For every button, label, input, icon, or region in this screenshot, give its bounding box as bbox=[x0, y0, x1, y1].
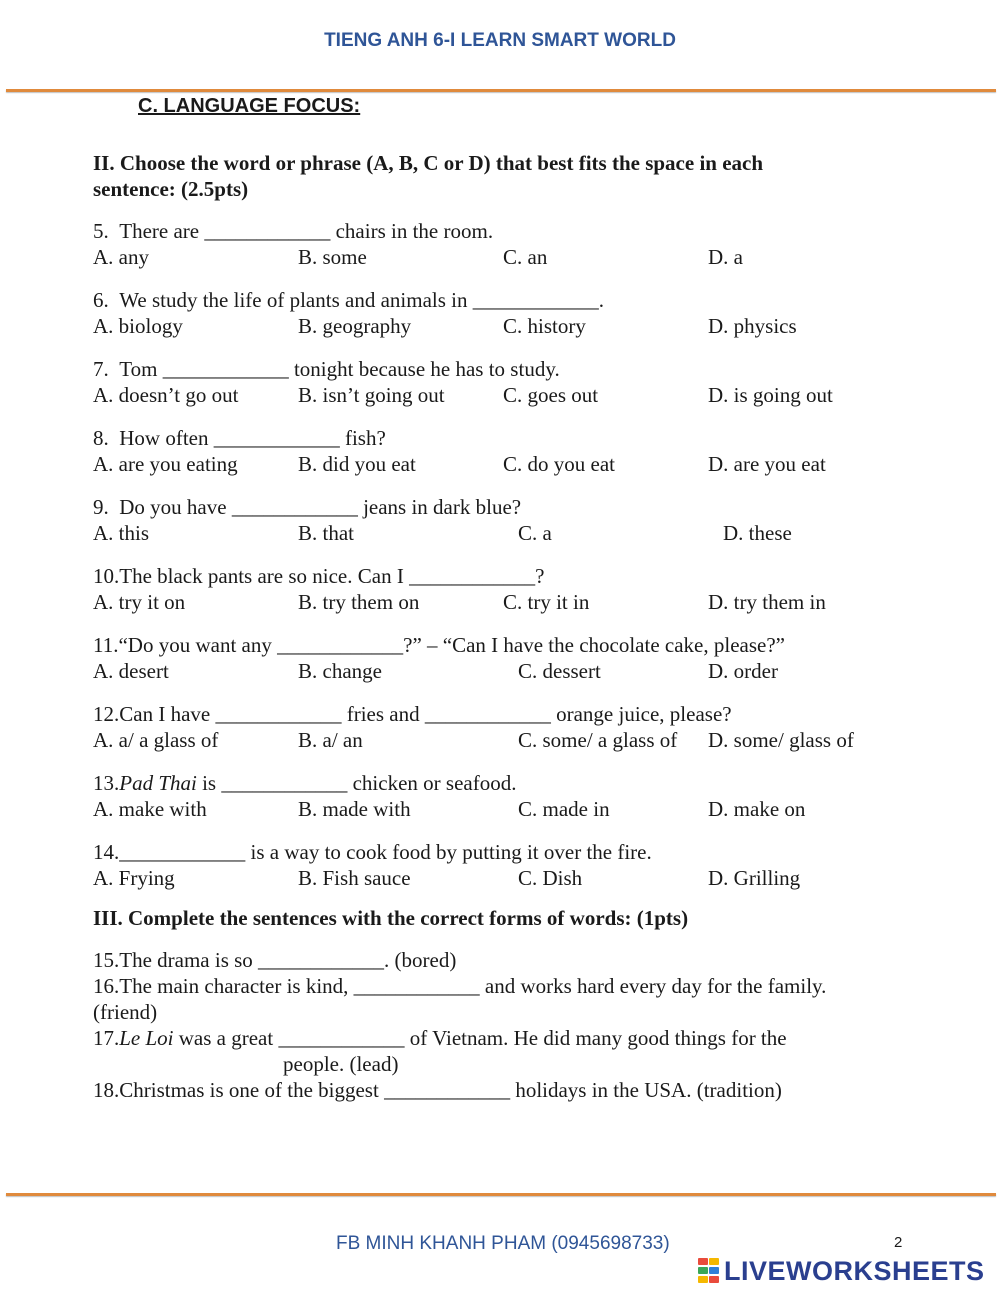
footer-credit: FB MINH KHANH PHAM (0945698733) bbox=[336, 1233, 670, 1254]
question-stem: 9. Do you have ____________ jeans in dark blue? bbox=[93, 495, 522, 519]
option-a[interactable]: A. Frying bbox=[93, 866, 175, 890]
answer-options bbox=[93, 727, 913, 753]
question-stem: 5. There are ____________ chairs in the room. bbox=[93, 219, 494, 243]
question-number: 6. bbox=[93, 288, 109, 312]
question-12 bbox=[93, 701, 913, 753]
question-5 bbox=[93, 218, 913, 270]
option-b[interactable]: B. did you eat bbox=[298, 452, 416, 476]
option-c[interactable]: C. dessert bbox=[518, 659, 601, 683]
option-a[interactable]: A. desert bbox=[93, 659, 169, 683]
worksheet-content bbox=[93, 150, 913, 1103]
answer-blank[interactable]: ____________ bbox=[353, 974, 480, 998]
question-14 bbox=[93, 839, 913, 891]
option-b[interactable]: B. change bbox=[298, 659, 382, 683]
question-11 bbox=[93, 632, 913, 684]
option-c[interactable]: C. made in bbox=[518, 797, 610, 821]
footer-rule bbox=[6, 1193, 996, 1196]
answer-blank[interactable]: ____________ bbox=[162, 357, 289, 381]
liveworksheets-blocks-icon bbox=[698, 1258, 720, 1284]
question-number: 11. bbox=[93, 633, 119, 657]
answer-options bbox=[93, 658, 913, 684]
answer-blank[interactable]: ____________ bbox=[278, 1026, 405, 1050]
answer-options bbox=[93, 313, 913, 339]
option-b[interactable]: B. geography bbox=[298, 314, 412, 338]
question-stem: 13.Pad Thai is ____________ chicken or seafood. bbox=[93, 771, 517, 795]
answer-blank[interactable]: ____________ bbox=[424, 702, 551, 726]
question-18: 18.Christmas is one of the biggest ____________ holidays in the USA. (tradition) bbox=[93, 1078, 782, 1102]
question-16: 16.The main character is kind, ____________ and works hard every day for the family. bbox=[93, 974, 827, 998]
question-stem: 8. How often ____________ fish? bbox=[93, 426, 386, 450]
question-stem: 12.Can I have ____________ fries and ____________ orange juice, please? bbox=[93, 702, 732, 726]
option-d[interactable]: D. physics bbox=[708, 314, 797, 338]
option-c[interactable]: C. history bbox=[503, 314, 586, 338]
answer-options bbox=[93, 451, 913, 477]
question-8 bbox=[93, 425, 913, 477]
part2-heading: II. Choose the word or phrase (A, B, C or D) that best fits the space in each sentence: (2.5pts) bbox=[93, 151, 764, 201]
option-a[interactable]: A. doesn’t go out bbox=[93, 383, 239, 407]
option-a[interactable]: A. try it on bbox=[93, 590, 186, 614]
option-d[interactable]: D. these bbox=[723, 521, 792, 545]
option-b[interactable]: B. some bbox=[298, 245, 367, 269]
option-b[interactable]: B. that bbox=[298, 521, 354, 545]
question-15: 15.The drama is so ____________. (bored) bbox=[93, 948, 457, 972]
answer-options bbox=[93, 796, 913, 822]
option-d[interactable]: D. order bbox=[708, 659, 778, 683]
option-b[interactable]: B. Fish sauce bbox=[298, 866, 411, 890]
option-d[interactable]: D. are you eat bbox=[708, 452, 826, 476]
answer-blank[interactable]: ____________ bbox=[277, 633, 404, 657]
answer-blank[interactable]: ____________ bbox=[231, 495, 358, 519]
option-c[interactable]: C. some/ a glass of bbox=[518, 728, 678, 752]
option-d[interactable]: D. is going out bbox=[708, 383, 833, 407]
question-7 bbox=[93, 356, 913, 408]
option-a[interactable]: A. any bbox=[93, 245, 149, 269]
option-a[interactable]: A. biology bbox=[93, 314, 183, 338]
option-b[interactable]: B. a/ an bbox=[298, 728, 363, 752]
option-b[interactable]: B. made with bbox=[298, 797, 411, 821]
answer-blank[interactable]: ____________ bbox=[258, 948, 385, 972]
question-10 bbox=[93, 563, 913, 615]
question-list bbox=[93, 218, 913, 891]
question-17: 17.Le Loi was a great ____________ of Vietnam. He did many good things for the bbox=[93, 1026, 787, 1050]
page-number: 2 bbox=[894, 1234, 903, 1251]
question-stem: 14.____________ is a way to cook food by putting it over the fire. bbox=[93, 840, 652, 864]
part3-heading: III. Complete the sentences with the correct forms of words: (1pts) bbox=[93, 906, 689, 930]
option-c[interactable]: C. an bbox=[503, 245, 548, 269]
answer-options bbox=[93, 520, 913, 546]
answer-blank[interactable]: ____________ bbox=[221, 771, 348, 795]
answer-options bbox=[93, 382, 913, 408]
option-a[interactable]: A. make with bbox=[93, 797, 207, 821]
question-number: 10. bbox=[93, 564, 120, 588]
option-c[interactable]: C. do you eat bbox=[503, 452, 615, 476]
option-c[interactable]: C. a bbox=[518, 521, 552, 545]
answer-blank[interactable]: ____________ bbox=[472, 288, 599, 312]
option-a[interactable]: A. are you eating bbox=[93, 452, 238, 476]
part3-questions bbox=[93, 947, 913, 1103]
option-a[interactable]: A. a/ a glass of bbox=[93, 728, 219, 752]
option-c[interactable]: C. goes out bbox=[503, 383, 599, 407]
question-13 bbox=[93, 770, 913, 822]
question-number: 7. bbox=[93, 357, 109, 381]
option-c[interactable]: C. try it in bbox=[503, 590, 590, 614]
answer-options bbox=[93, 244, 913, 270]
italic-term: Pad Thai bbox=[119, 771, 197, 795]
page-header-title: TIENG ANH 6-I LEARN SMART WORLD bbox=[324, 30, 676, 51]
question-number: 5. bbox=[93, 219, 109, 243]
answer-options bbox=[93, 865, 913, 891]
question-number: 8. bbox=[93, 426, 109, 450]
option-d[interactable]: D. try them in bbox=[708, 590, 826, 614]
answer-blank[interactable]: ____________ bbox=[409, 564, 536, 588]
liveworksheets-logo[interactable] bbox=[698, 1256, 985, 1286]
section-title: C. LANGUAGE FOCUS: bbox=[138, 95, 361, 117]
question-17-continued: people. (lead) bbox=[283, 1052, 399, 1076]
option-d[interactable]: D. Grilling bbox=[708, 866, 801, 890]
question-6 bbox=[93, 287, 913, 339]
question-16-continued: (friend) bbox=[93, 1000, 158, 1024]
question-stem: 11.“Do you want any ____________?” – “Can I have the chocolate cake, please?” bbox=[93, 633, 785, 657]
answer-blank[interactable]: ____________ bbox=[215, 702, 342, 726]
question-stem: 6. We study the life of plants and animals in ____________. bbox=[93, 288, 604, 312]
question-number: 12. bbox=[93, 702, 120, 726]
answer-blank[interactable]: ____________ bbox=[204, 219, 331, 243]
option-d[interactable]: D. make on bbox=[708, 797, 806, 821]
question-number: 14. bbox=[93, 840, 120, 864]
question-stem: 7. Tom ____________ tonight because he has to study. bbox=[93, 357, 560, 381]
question-number: 9. bbox=[93, 495, 109, 519]
option-c[interactable]: C. Dish bbox=[518, 866, 583, 890]
option-b[interactable]: B. isn’t going out bbox=[298, 383, 445, 407]
header-rule bbox=[6, 89, 996, 92]
option-d[interactable]: D. some/ glass of bbox=[708, 728, 854, 752]
option-b[interactable]: B. try them on bbox=[298, 590, 420, 614]
answer-blank[interactable]: ____________ bbox=[384, 1078, 511, 1102]
answer-blank[interactable]: ____________ bbox=[119, 840, 246, 864]
liveworksheets-wordmark: LIVEWORKSHEETS bbox=[724, 1255, 985, 1286]
question-stem: 10.The black pants are so nice. Can I ____________? bbox=[93, 564, 545, 588]
question-9 bbox=[93, 494, 913, 546]
question-number: 13. bbox=[93, 771, 120, 795]
answer-options bbox=[93, 589, 913, 615]
option-d[interactable]: D. a bbox=[708, 245, 743, 269]
option-a[interactable]: A. this bbox=[93, 521, 150, 545]
answer-blank[interactable]: ____________ bbox=[213, 426, 340, 450]
